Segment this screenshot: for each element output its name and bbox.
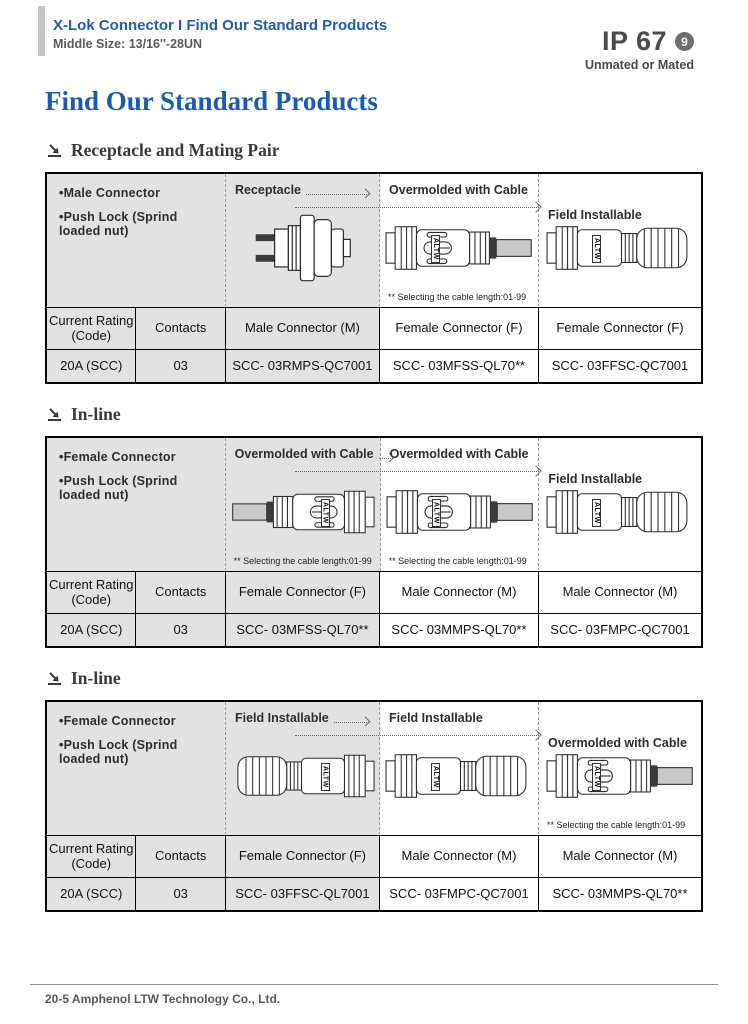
- rating-cell: 20A (SCC): [47, 878, 136, 910]
- image-cell-field-installable: [380, 702, 539, 835]
- connector-drawing: [544, 738, 696, 814]
- cable-note: ** Selecting the cable length:01-99: [547, 820, 686, 830]
- section-heading-label: In-line: [71, 668, 121, 688]
- rating-cell: 20A (SCC): [47, 614, 136, 646]
- part-number-cell: SCC- 03FMPC-QC7001: [550, 621, 690, 637]
- column-header-cell: Female Connector (F): [226, 836, 380, 877]
- column-header-cell: Contacts: [136, 836, 225, 877]
- mating-arrow: [306, 193, 369, 195]
- receptacle-drawing: [247, 205, 359, 291]
- altw-label: ALTW: [432, 499, 441, 527]
- image-cell-label: Overmolded with Cable: [389, 183, 528, 197]
- table-receptacle-and-mating-pair: [45, 172, 703, 384]
- contacts-cell: 03: [136, 614, 225, 646]
- part-number-cell: SCC- 03MFSS-QL70**: [226, 614, 380, 646]
- image-cell-overmolded: [380, 174, 539, 307]
- part-number-cell: SCC- 03FMPC-QC7001: [380, 878, 539, 910]
- contacts-cell: 03: [136, 350, 225, 382]
- section-arrow-icon: [47, 671, 62, 686]
- image-cell-label: Field Installable: [548, 208, 642, 222]
- section-arrow-icon: [47, 143, 62, 158]
- part-number-cell: SCC- 03MMPS-QL70**: [552, 885, 688, 901]
- altw-label: ALTW: [592, 499, 601, 527]
- header-right-block: [585, 28, 694, 72]
- section-heading-label: In-line: [71, 404, 121, 424]
- section-heading-label: Receptacle and Mating Pair: [71, 140, 280, 160]
- connector-drawing: [544, 474, 696, 550]
- column-header-cell: Male Connector (M): [226, 308, 380, 349]
- altw-label: ALTW: [431, 763, 440, 791]
- mating-note: Unmated or Mated: [584, 58, 694, 72]
- mating-arrow: [334, 721, 369, 723]
- part-number-cell: SCC- 03FFSC-QL7001: [226, 878, 380, 910]
- connector-drawing: [383, 210, 535, 286]
- image-cell-label: Overmolded with Cable: [234, 447, 374, 461]
- bullet-item: •Push Lock (Sprind loaded nut): [59, 738, 178, 766]
- part-number-cell: SCC- 03MFSS-QL70**: [380, 350, 539, 382]
- image-cell-overmolded: [226, 438, 381, 571]
- image-cell-field-installable: [226, 702, 380, 835]
- mating-arrow-long: [295, 207, 539, 208]
- image-cell-label: Overmolded with Cable: [548, 736, 687, 750]
- mating-arrow-long: [295, 735, 539, 736]
- bullet-item: •Female Connector: [59, 450, 176, 464]
- altw-label: ALTW: [592, 763, 601, 791]
- cable-note: ** Selecting the cable length:01-99: [388, 556, 527, 566]
- connector-drawing: [229, 475, 377, 549]
- altw-label: ALTW: [431, 235, 440, 263]
- info-cell: [47, 702, 226, 835]
- image-cell-label: Overmolded with Cable: [389, 447, 529, 461]
- part-number-cell: SCC- 03RMPS-QC7001: [226, 350, 380, 382]
- section-heading-2: [47, 404, 121, 425]
- info-cell: [47, 174, 226, 307]
- column-header-cell: Male Connector (M): [562, 584, 678, 600]
- header-title: X-Lok Connector I Find Our Standard Products: [53, 17, 388, 34]
- rating-cell: 20A (SCC): [47, 350, 136, 382]
- image-cell-label: Field Installable: [548, 472, 643, 486]
- connector-drawing: [544, 210, 696, 286]
- section-heading-3: [47, 668, 121, 689]
- image-cell-overmolded: [539, 702, 701, 835]
- cable-note: ** Selecting the cable length:01-99: [233, 556, 372, 566]
- altw-label: ALTW: [321, 763, 330, 791]
- contacts-cell: 03: [136, 878, 225, 910]
- image-cell-overmolded: [381, 438, 540, 571]
- header-subtitle: Middle Size: 13/16''-28UN: [53, 37, 203, 51]
- column-header-cell: Female Connector (F): [226, 572, 380, 613]
- bullet-item: •Male Connector: [59, 186, 161, 200]
- bullet-item: •Push Lock (Sprind loaded nut): [59, 210, 178, 238]
- image-cell-label: Field Installable: [234, 711, 329, 725]
- info-cell: [47, 438, 226, 571]
- image-cell-field-installable: [539, 438, 701, 571]
- table-inline-1: [45, 436, 703, 648]
- column-header-cell: Current Rating (Code): [47, 836, 136, 877]
- altw-label: ALTW: [592, 235, 601, 263]
- column-header-cell: Current Rating (Code): [47, 572, 136, 613]
- altw-label: ALTW: [321, 499, 330, 527]
- column-header-cell: Female Connector (F): [380, 308, 539, 349]
- column-header-cell: Contacts: [136, 572, 225, 613]
- top-accent-bar: [38, 6, 45, 56]
- page-title: Find Our Standard Products: [45, 86, 378, 116]
- bullet-item: •Female Connector: [59, 714, 176, 728]
- column-header-cell: Male Connector (M): [380, 572, 539, 613]
- column-header-cell: Female Connector (F): [556, 320, 684, 336]
- column-header-cell: Contacts: [136, 308, 225, 349]
- connector-drawing: [229, 739, 377, 813]
- bullet-item: •Push Lock (Sprind loaded nut): [59, 474, 178, 502]
- image-cell-receptacle: [226, 174, 380, 307]
- ip-badge: 9: [675, 32, 694, 51]
- connector-drawing: [383, 738, 535, 814]
- footer-rule: [30, 984, 718, 985]
- section-heading-1: [47, 140, 280, 161]
- column-header-cell: Current Rating (Code): [47, 308, 136, 349]
- column-header-cell: Male Connector (M): [380, 836, 539, 877]
- part-number-cell: SCC- 03FFSC-QC7001: [551, 357, 689, 373]
- ip-rating: IP 67: [601, 26, 667, 56]
- footer-text: 20-5 Amphenol LTW Technology Co., Ltd.: [45, 992, 281, 1006]
- table-inline-2: [45, 700, 703, 912]
- mating-arrow-long: [295, 471, 539, 472]
- column-header-cell: Male Connector (M): [562, 848, 678, 864]
- image-cell-label: Receptacle: [234, 183, 301, 197]
- part-number-cell: SCC- 03MMPS-QL70**: [380, 614, 539, 646]
- cable-note: ** Selecting the cable length:01-99: [388, 292, 527, 302]
- image-cell-field-installable: [539, 174, 701, 307]
- image-cell-label: Field Installable: [389, 711, 483, 725]
- connector-drawing: [384, 474, 536, 550]
- section-arrow-icon: [47, 407, 62, 422]
